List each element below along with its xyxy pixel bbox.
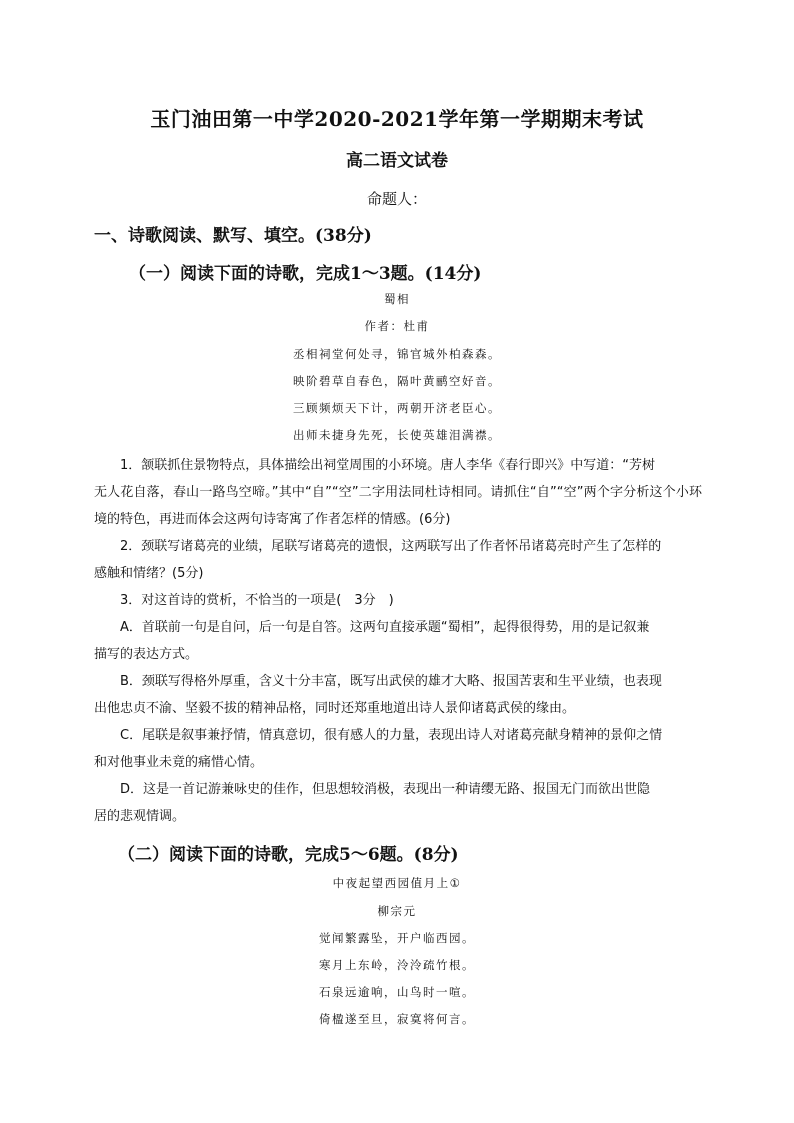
option-a-line: A．首联前一句是自问，后一句是自答。这两句直接承题“蜀相”，起得很得势，用的是记叙兼 bbox=[120, 620, 650, 635]
option-c bbox=[94, 722, 702, 776]
option-b bbox=[94, 668, 702, 722]
exam-title: 玉门油田第一中学2020-2021学年第一学期期末考试 bbox=[150, 107, 644, 131]
question-1-rest: 无人花自落，春山一路鸟空啼。”其中“自”“空”二字用法同杜诗相同。请抓住“自”“空”两个字分析这个小环境的特色，再进而体会这两句诗寄寓了作者怎样的情感。(6分) bbox=[94, 485, 702, 527]
poem2-line: 寒月上东岭，泠泠疏竹根。 bbox=[319, 958, 475, 972]
poem1-line: 映阶碧草自春色，隔叶黄鹂空好音。 bbox=[293, 374, 501, 388]
part1-heading: （一）阅读下面的诗歌，完成1～3题。(14分) bbox=[129, 264, 482, 284]
section-heading: 一、诗歌阅读、默写、填空。(38分) bbox=[94, 226, 372, 246]
question-3-line: 3．对这首诗的赏析，不恰当的一项是( 3分 ) bbox=[120, 593, 394, 608]
poem2-title: 中夜起望西园值月上① bbox=[332, 876, 462, 890]
question-3 bbox=[94, 587, 702, 614]
poem1-author: 作者：杜甫 bbox=[364, 319, 430, 333]
option-b-line: B．颈联写得格外厚重，含义十分丰富，既写出武侯的雄才大略、报国苦衷和生平业绩，也表现 bbox=[120, 674, 662, 689]
option-c-line: C．尾联是叙事兼抒情，情真意切，很有感人的力量，表现出诗人对诸葛亮献身精神的景仰之情 bbox=[120, 728, 663, 743]
option-b-rest: 出他忠贞不渝、坚毅不拔的精神品格，同时还郑重地道出诗人景仰诸葛武侯的缘由。 bbox=[94, 701, 576, 716]
poem1-line: 丞相祠堂何处寻，锦官城外柏森森。 bbox=[293, 347, 501, 361]
proposer-label: 命题人： bbox=[366, 190, 427, 208]
option-d-line: D．这是一首记游兼咏史的佳作，但思想较消极，表现出一种请缨无路、报国无门而欲出世隐 bbox=[120, 782, 651, 797]
option-c-rest: 和对他事业未竟的痛惜心情。 bbox=[94, 755, 264, 770]
poem2-line: 石泉远逾响，山鸟时一喧。 bbox=[319, 985, 475, 999]
question-1 bbox=[94, 452, 702, 533]
option-d-rest: 居的悲观情调。 bbox=[94, 809, 186, 824]
question-2-rest: 感触和情绪？(5分) bbox=[94, 566, 204, 581]
poem2-line: 倚楹遂至旦，寂寞将何言。 bbox=[319, 1012, 475, 1026]
poem1-line: 出师未捷身先死，长使英雄泪满襟。 bbox=[293, 428, 501, 442]
option-a bbox=[94, 614, 702, 668]
poem2-line: 觉闻繁露坠，开户临西园。 bbox=[319, 931, 475, 945]
question-2 bbox=[94, 533, 702, 587]
poem1-line: 三顾频烦天下计，两朝开济老臣心。 bbox=[293, 401, 501, 415]
exam-subtitle: 高二语文试卷 bbox=[346, 151, 448, 171]
question-2-line: 2．颈联写诸葛亮的业绩，尾联写诸葛亮的遗恨，这两联写出了作者怀吊诸葛亮时产生了怎样的 bbox=[120, 539, 662, 554]
option-a-rest: 描写的表达方式。 bbox=[94, 647, 199, 662]
question-1-line: 1．颔联抓住景物特点，具体描绘出祠堂周围的小环境。唐人李华《春行即兴》中写道：“芳树 bbox=[120, 458, 656, 473]
poem1-title: 蜀相 bbox=[384, 292, 410, 306]
option-d bbox=[94, 776, 702, 830]
poem2-author: 柳宗元 bbox=[377, 904, 417, 918]
part2-heading: （二）阅读下面的诗歌，完成5～6题。(8分) bbox=[118, 845, 459, 865]
